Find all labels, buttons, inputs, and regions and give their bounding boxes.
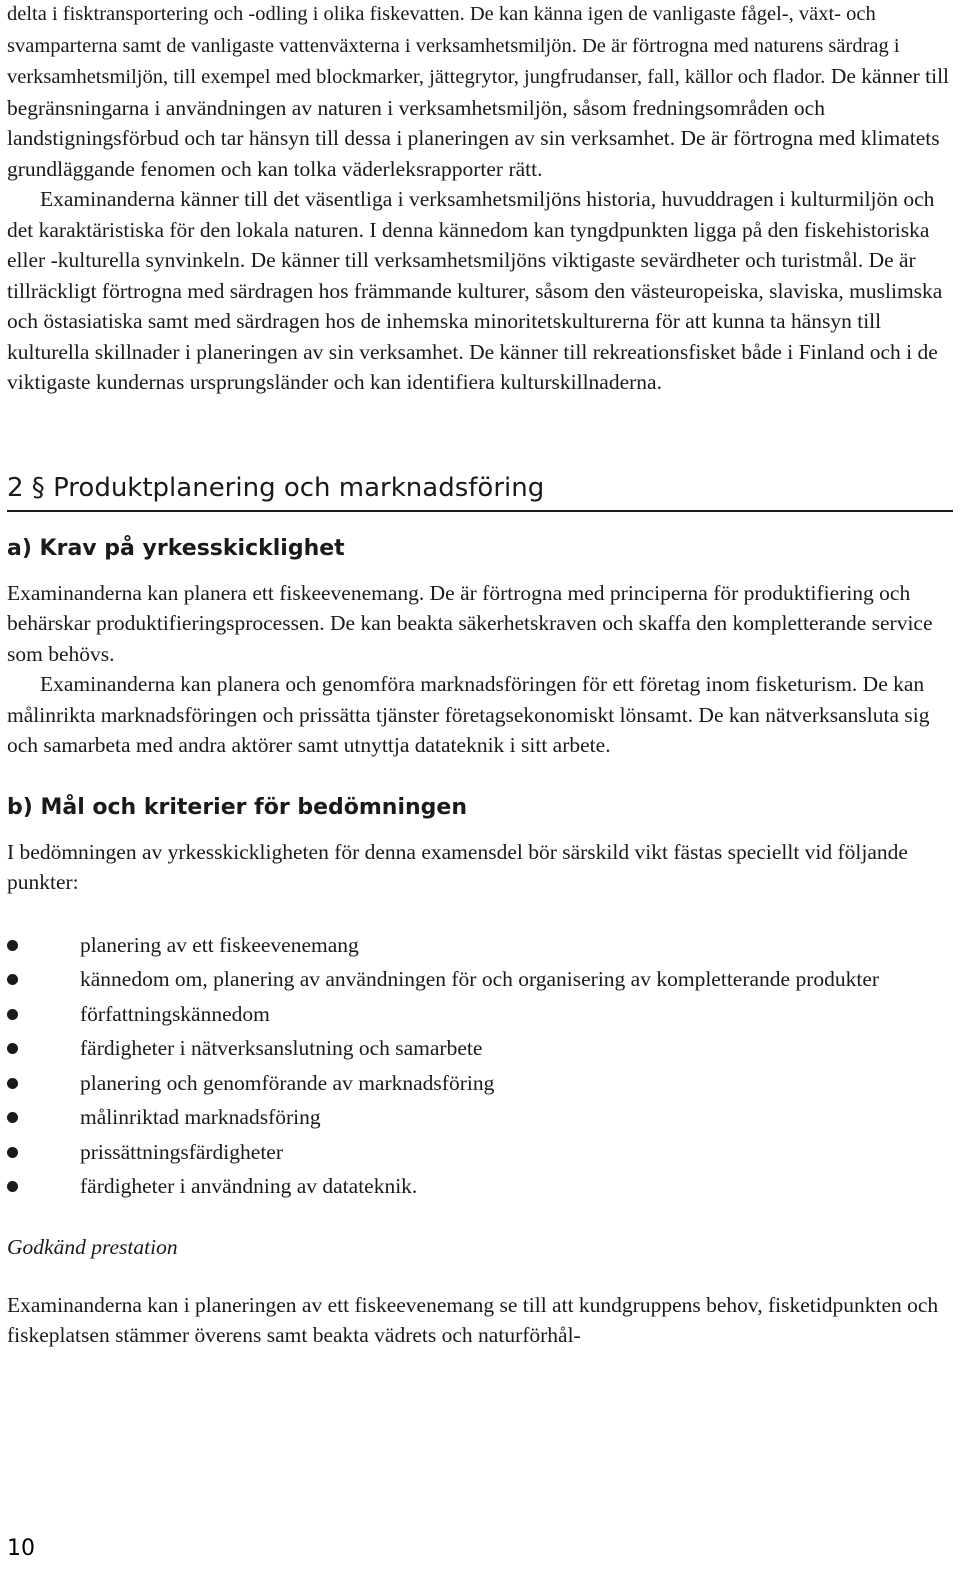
list-item-text: planering och genomförande av marknadsföring — [80, 1070, 495, 1095]
approved-performance-heading: Godkänd prestation — [7, 1234, 178, 1259]
bullet-icon — [7, 1078, 18, 1089]
intro-text-part-b: De känner till begränsningarna i användningen av naturen i verksamhetsmiljön, såsom fredningsområden och landstigningsförbud och tar hänsyn till dessa i planeringen av sin verksamhet. De är förtrogna med klimatets grundläggande fenomen och kan tolka väderleksrapporter rätt. — [7, 64, 950, 181]
requirements-paragraph-1: Examinanderna kan planera ett fiskeevenemang. De är förtrogna med principerna för produktifiering och behärskar produktifieringsprocessen. De kan beakta säkerhetskraven och skaffa den kompletterande service som behövs. — [7, 580, 933, 666]
list-item-text: kännedom om, planering av användningen för och organisering av kompletterande produkter — [80, 967, 880, 991]
intro-text-part-a: delta i fisktransportering och -odling i olika fiskevatten. De kan känna igen de vanligaste fågel-, växt- och svamparterna samt de vanligaste vattenväxterna i verksamhetsmiljön. De är förtrogna med naturens särdrag i verksamhetsmiljön, till exempel med blockmarker, jättegrytor, jungfrudanser, fall, källor och flador. — [7, 3, 900, 88]
list-item — [7, 930, 953, 961]
list-item — [7, 1102, 953, 1133]
list-item — [7, 964, 953, 995]
document-page — [7, 0, 953, 1351]
bullet-icon — [7, 974, 18, 985]
list-item-text: prissättningsfärdigheter — [80, 1139, 284, 1164]
approved-performance-text: Examinanderna kan i planeringen av ett fiskeevenemang se till att kundgruppens behov, fisketidpunkten och fiskeplatsen stämmer överens samt beakta vädrets och naturförhål- — [7, 1292, 939, 1347]
subheading-assessment: b) Mål och kriterier för bedömningen — [7, 794, 468, 820]
bullet-icon — [7, 1009, 18, 1020]
list-item-text: planering av ett fiskeevenemang — [80, 932, 359, 957]
bullet-icon — [7, 1112, 18, 1123]
bullet-icon — [7, 1147, 18, 1158]
bullet-icon — [7, 1181, 18, 1192]
subheading-requirements: a) Krav på yrkesskicklighet — [7, 535, 345, 561]
list-item — [7, 1068, 953, 1099]
list-item — [7, 999, 953, 1030]
list-item-text: färdigheter i nätverksanslutning och samarbete — [80, 1036, 483, 1060]
culture-paragraph: Examinanderna känner till det väsentliga i verksamhetsmiljöns historia, huvuddragen i kulturmiljön och det karaktäristiska för den lokala naturen. I denna kännedom kan tyngdpunkten ligga på den fiskehistoriska eller -kulturella synvinkeln. De känner till verksamhetsmiljöns viktigaste sevärdheter och turistmål. De är tillräckligt förtrogna med särdragen hos främmande kulturer, såsom den västeuropeiska, slaviska, muslimska och östasiatiska samt med särdragen hos de inhemska minoritetskulturerna för att kunna ta hänsyn till kulturella skillnader i planeringen av sin verksamhet. De känner till rekreationsfisket både i Finland och i de viktigaste kundernas ursprungsländer och kan identifiera kulturskillnaderna. — [7, 187, 943, 394]
requirements-paragraph-2: Examinanderna kan planera och genomföra marknadsföringen för ett företag inom fisketurism. De kan målinrikta marknadsföringen och prissätta tjänster företagsekonomiskt lönsamt. De kan nätverksansluta sig och samarbeta med andra aktörer samt utnyttja datateknik i sitt arbete. — [7, 672, 930, 757]
intro-paragraph — [7, 0, 953, 184]
assessment-intro: I bedömningen av yrkesskickligheten för denna examensdel bör särskild vikt fästas speciellt vid följande punkter: — [7, 839, 908, 894]
list-item — [7, 1033, 953, 1064]
assessment-bullet-list — [7, 930, 953, 1202]
list-item-text: målinriktad marknadsföring — [80, 1105, 321, 1129]
page-number: 10 — [7, 1536, 35, 1561]
list-item — [7, 1137, 953, 1168]
section-heading: 2 § Produktplanering och marknadsföring — [7, 470, 953, 512]
bullet-icon — [7, 940, 18, 951]
list-item-text: författningskännedom — [80, 1001, 270, 1026]
list-item-text: färdigheter i användning av datateknik. — [80, 1174, 418, 1198]
list-item — [7, 1171, 953, 1202]
bullet-icon — [7, 1043, 18, 1054]
